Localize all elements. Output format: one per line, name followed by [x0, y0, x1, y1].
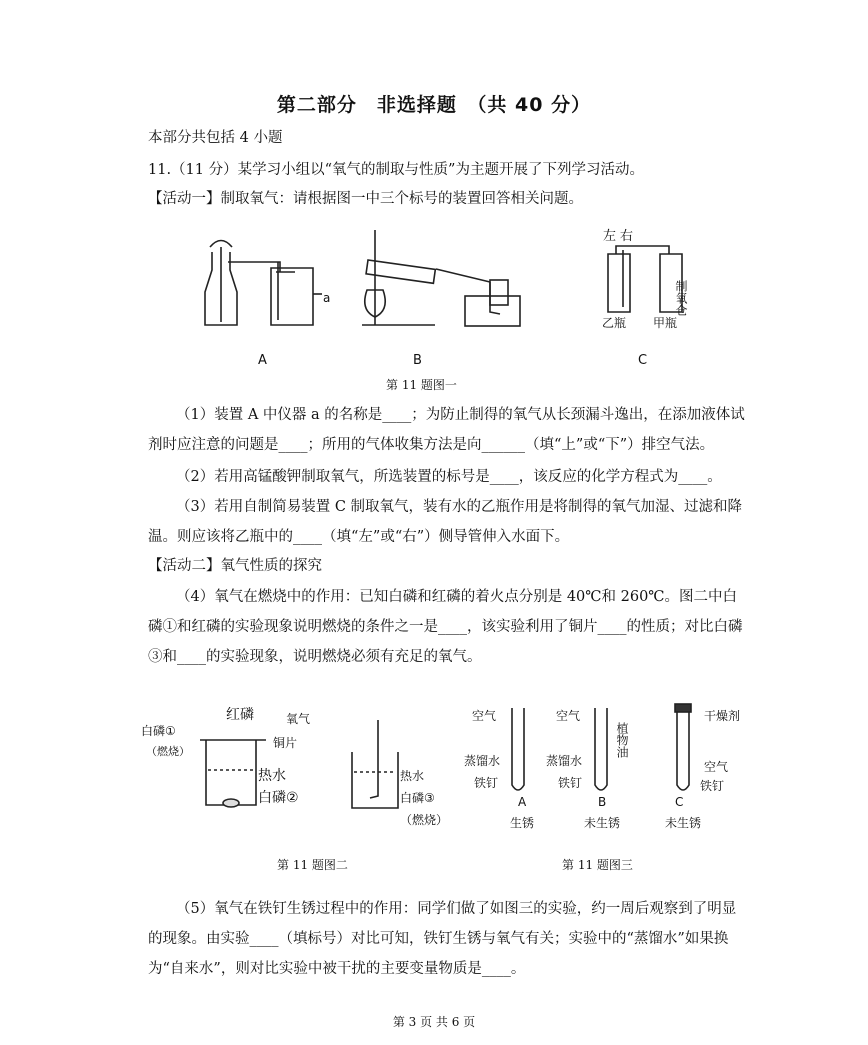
question-3: （3）若用自制简易装置 C 制取氧气，装有水的乙瓶作用是将制得的氧气加湿、过滤和降温。则应该将乙瓶中的____（填“左”或“右”）侧导管伸入水面下。 — [148, 499, 743, 545]
apparatus-b — [362, 230, 520, 326]
ganzaoji-label: 干燥剂 — [704, 709, 741, 723]
yangqi-label: 氧气 — [286, 712, 311, 726]
question-5: （5）氧气在铁钉生锈过程中的作用：同学们做了如图三的实验，约一周后观察到了明显的现象。由实验____（填标号）对比可知，铁钉生锈与氧气有关；实验中的“蒸馏水”如果换为“自来水”，则对比实验中被干扰的主要变量物质是____。 — [148, 901, 737, 977]
zhengliushui-a-label: 蒸馏水 — [464, 754, 501, 768]
question-11-intro: 11.（11 分）某学习小组以“氧气的制取与性质”为主题开展了下列学习活动。 — [148, 162, 644, 178]
kongqi-c-label: 空气 — [704, 760, 729, 774]
label-C: C — [638, 353, 648, 368]
zhengliushui-b-label: 蒸馏水 — [546, 754, 583, 768]
question-1: （1）装置 A 中仪器 a 的名称是____；为防止制得的氧气从长颈漏斗逸出，在添加液体试剂时应注意的问题是____；所用的气体收集方法是向______（填“上”或“下”）排空气法。 — [148, 407, 745, 453]
label-a: a — [323, 291, 331, 305]
kongqi-a-label: 空气 — [472, 709, 497, 723]
question-2: （2）若用高锰酸钾制取氧气，所选装置的标号是____，该反应的化学方程式为____。 — [176, 469, 722, 485]
figure-2-caption: 第 11 题图二 — [277, 858, 348, 872]
tieding-a-label: 铁钉 — [474, 776, 499, 790]
figure-3 — [464, 700, 750, 840]
hongling-label: 红磷 — [226, 707, 254, 723]
tongpian-label: 铜片 — [273, 736, 298, 750]
state-B: 未生锈 — [584, 816, 621, 830]
activity-2-heading: 【活动二】氧气性质的探究 — [148, 558, 322, 574]
label-B: B — [413, 353, 422, 368]
figure-3-caption: 第 11 题图三 — [562, 858, 633, 872]
label-A: A — [258, 353, 267, 368]
c-jia-label: 甲瓶 — [653, 316, 678, 330]
ranshao-2-label: （燃烧） — [400, 813, 449, 827]
state-C: 未生锈 — [665, 816, 702, 830]
ranshao-1-label: （燃烧） — [146, 745, 190, 758]
figure-1 — [150, 222, 750, 382]
apparatus-c — [608, 246, 682, 312]
question-4: （4）氧气在燃烧中的作用：已知白磷和红磷的着火点分别是 40℃和 260℃。图二中白磷①和红磷的实验现象说明燃烧的条件之一是____，该实验利用了铜片____的性质；对比白磷③和____的实验现象，说明燃烧必须有充足的氧气。 — [148, 589, 743, 665]
reshui-label: 热水 — [258, 768, 286, 784]
kongqi-b-label: 空气 — [556, 709, 581, 723]
tieding-b-label: 铁钉 — [558, 776, 583, 790]
bailing-1-label: 白磷① — [141, 724, 176, 738]
label-C-fig3: C — [675, 795, 684, 809]
figure-1-caption: 第 11 题图一 — [386, 378, 457, 392]
c-yi-label: 乙瓶 — [602, 316, 627, 330]
label-B-fig3: B — [598, 795, 607, 809]
state-A: 生锈 — [510, 816, 535, 830]
c-right-label: 右 — [620, 229, 634, 244]
label-A-fig3: A — [518, 795, 527, 809]
bailing-2-label: 白磷② — [258, 790, 299, 806]
apparatus-a — [205, 241, 322, 326]
activity-1-heading: 【活动一】制取氧气：请根据图一中三个标号的装置回答相关问题。 — [148, 191, 583, 207]
section-intro: 本部分共包括 4 小题 — [148, 130, 283, 146]
section-title: 第二部分 非选择题 （共 40 分） — [276, 94, 592, 116]
figure-2 — [138, 700, 478, 860]
tieding-c-label: 铁钉 — [700, 779, 725, 793]
reshui-2-label: 热水 — [400, 769, 425, 783]
c-side-label: 制氧仓 — [674, 280, 688, 316]
page-footer: 第 3 页 共 6 页 — [392, 1015, 476, 1029]
bailing-3-label: 白磷③ — [400, 791, 435, 805]
c-left-label: 左 — [603, 229, 617, 244]
zhiwuyou-label: 植物油 — [615, 722, 629, 758]
